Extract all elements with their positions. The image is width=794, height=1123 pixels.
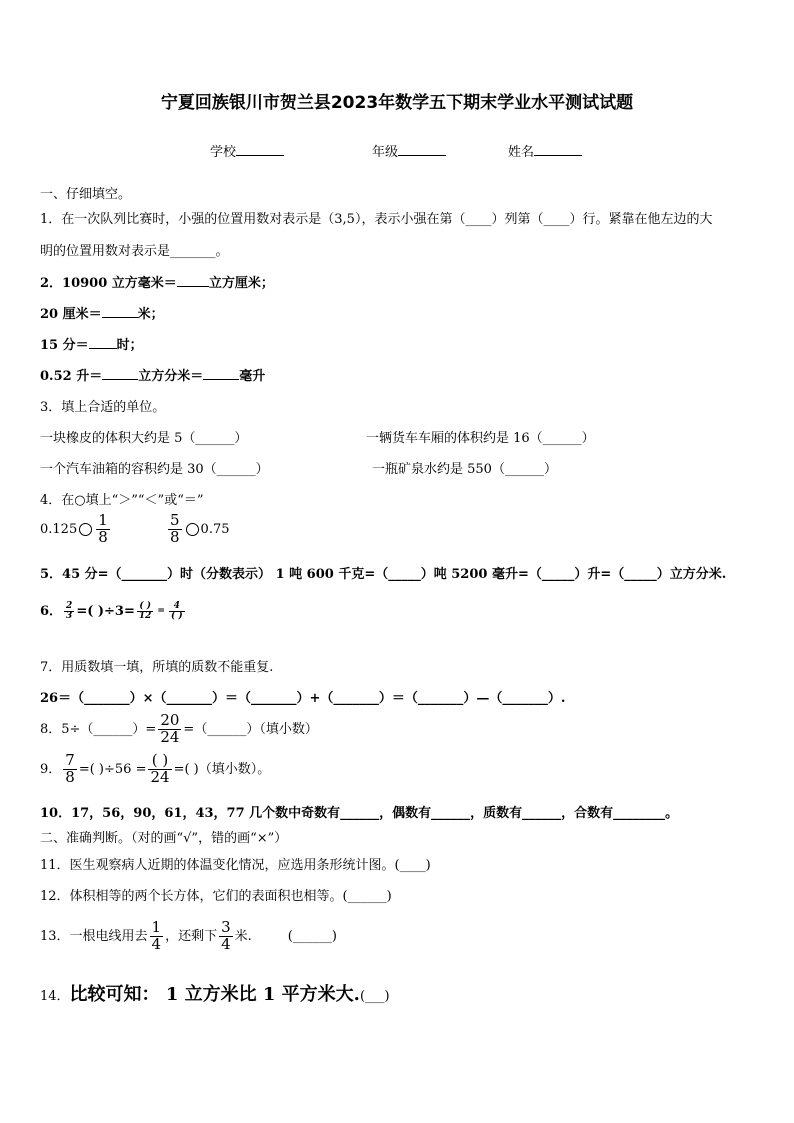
- numerator: 5: [170, 511, 180, 529]
- answer-blank[interactable]: (______): [287, 928, 337, 944]
- question-10: 10．17，56，90，61，43，77 几个数中奇数有______，偶数有______，质数有______，合数有________。: [40, 806, 679, 821]
- page-title: 宁夏回族银川市贺兰县2023年数学五下期末学业水平测试试题: [160, 93, 634, 113]
- answer-blank[interactable]: [102, 365, 138, 380]
- equals-sign: =: [157, 605, 165, 616]
- equation-text: =( )÷56 =: [78, 761, 147, 777]
- school-blank[interactable]: [236, 141, 284, 156]
- decimal-value: 0.125: [40, 521, 78, 537]
- question-3-heading: 3．填上合适的单位。: [40, 400, 166, 415]
- question-9: [40, 753, 270, 786]
- question-number: 9．: [40, 761, 62, 777]
- numerator: 1: [98, 511, 108, 529]
- answer-blank[interactable]: [177, 272, 209, 287]
- question-number: 6．: [40, 604, 63, 619]
- question-11: 11．医生观察病人近期的体温变化情况，应选用条形统计图。(____): [40, 858, 431, 873]
- denominator: 4: [151, 934, 162, 953]
- grade-label: 年级: [372, 145, 399, 160]
- fraction: [150, 920, 164, 953]
- denominator: 8: [170, 527, 180, 546]
- question-text: 米.: [234, 928, 252, 944]
- denominator: 8: [98, 527, 108, 546]
- equation-text: =（______）（填小数）: [183, 721, 318, 737]
- denominator: 24: [150, 767, 170, 786]
- numerator: ( ): [137, 602, 154, 612]
- question-13: [40, 920, 337, 953]
- q2-unit: 立方分米＝: [138, 369, 204, 384]
- question-4-item-b: [166, 513, 230, 546]
- q2-text: 15 分＝: [40, 338, 89, 353]
- fraction: [137, 602, 154, 622]
- question-14: [40, 980, 390, 1006]
- fraction: [158, 713, 181, 746]
- denominator: 24: [160, 727, 180, 746]
- question-5: 5．45 分=（_______）时（分数表示） 1 吨 600 千克=（_____）吨 5200 毫升=（_____）升=（_____）立方分米.: [40, 567, 727, 582]
- name-field[interactable]: [508, 141, 582, 160]
- numerator: 20: [160, 711, 180, 729]
- numerator: 4: [169, 602, 185, 612]
- decimal-value: 0.75: [200, 521, 230, 537]
- compare-circle[interactable]: [186, 523, 199, 536]
- question-3-item-a: 一块橡皮的体积大约是 5（______）: [40, 431, 248, 446]
- question-2-line-3: [40, 334, 143, 353]
- q2-unit: 时；: [116, 338, 143, 353]
- question-1-line-2: 明的位置用数对表示是_______。: [40, 244, 229, 259]
- answer-blank[interactable]: [89, 334, 117, 349]
- q2-unit: 毫升: [239, 369, 266, 384]
- question-3-item-b: 一辆货车车厢的体积约是 16（______）: [366, 431, 595, 446]
- q2-text: 0.52 升＝: [40, 369, 103, 384]
- fraction: [63, 753, 77, 786]
- numerator: 7: [65, 751, 75, 769]
- q2-unit: 立方厘米；: [208, 276, 274, 291]
- numerator: ( ): [148, 753, 171, 770]
- school-field[interactable]: [210, 141, 284, 160]
- question-12: 12．体积相等的两个长方体，它们的表面积也相等。(______): [40, 889, 392, 904]
- question-text: ，还剩下: [165, 928, 218, 944]
- question-7-heading: 7．用质数填一填，所填的质数不能重复.: [40, 660, 274, 675]
- fraction: [64, 602, 74, 622]
- question-text: 比较可知： 1 立方米比 1 平方米大.: [69, 984, 360, 1005]
- denominator: 12: [138, 611, 152, 621]
- question-7-equation: 26＝（_______）×（_______）＝（_______）+（_______）＝（_______）—（_______）.: [40, 691, 566, 706]
- fraction: [169, 602, 185, 622]
- equation-text: =( )÷3=: [76, 604, 135, 619]
- q2-unit: 米；: [137, 307, 164, 322]
- section-2-heading: 二、准确判断。（对的画“√”，错的画“×”）: [40, 831, 288, 846]
- grade-blank[interactable]: [398, 141, 446, 156]
- question-4-item-a: [40, 513, 112, 546]
- question-3-item-c: 一个汽车油箱的容积约是 30（______）: [40, 462, 269, 477]
- section-1-heading: 一、仔细填空。: [40, 187, 132, 202]
- answer-blank[interactable]: (___): [359, 989, 390, 1004]
- q2-text: 20 厘米＝: [40, 307, 102, 322]
- question-3-item-d: 一瓶矿泉水约是 550（______）: [372, 462, 557, 477]
- grade-field[interactable]: [372, 141, 446, 160]
- equation-text: 8．5÷（______）=: [40, 721, 157, 737]
- equation-text: =( )（填小数）。: [173, 761, 271, 777]
- compare-circle[interactable]: [79, 523, 92, 536]
- question-6: [40, 600, 187, 621]
- name-label: 姓名: [508, 145, 535, 160]
- name-blank[interactable]: [534, 141, 582, 156]
- denominator: 4: [221, 934, 231, 953]
- fraction: [96, 513, 110, 546]
- question-2-line-4: [40, 365, 265, 384]
- numerator: 3: [221, 918, 231, 936]
- numerator: 1: [151, 918, 162, 936]
- denominator: 3: [66, 611, 73, 621]
- school-label: 学校: [210, 145, 237, 160]
- answer-blank[interactable]: [102, 303, 138, 318]
- question-8: [40, 713, 318, 746]
- q2-text: 2．10900 立方毫米＝: [40, 276, 177, 291]
- question-1-line-1: 1．在一次队列比赛时，小强的位置用数对表示是（3,5），表示小强在第（____）列第（____）行。紧靠在他左边的大: [40, 212, 713, 227]
- question-text: 13．一根电线用去: [40, 928, 148, 944]
- fraction: [219, 920, 233, 953]
- question-2-line-1: [40, 272, 274, 291]
- fraction: [148, 753, 171, 786]
- denominator: ( ): [170, 611, 183, 621]
- answer-blank[interactable]: [203, 365, 239, 380]
- question-4-heading: 4．在○填上“＞”“＜”或“＝”: [40, 493, 204, 508]
- numerator: 2: [66, 600, 73, 611]
- question-number: 14．: [40, 989, 70, 1004]
- denominator: 8: [65, 767, 75, 786]
- question-2-line-2: [40, 303, 164, 322]
- fraction: [168, 513, 182, 546]
